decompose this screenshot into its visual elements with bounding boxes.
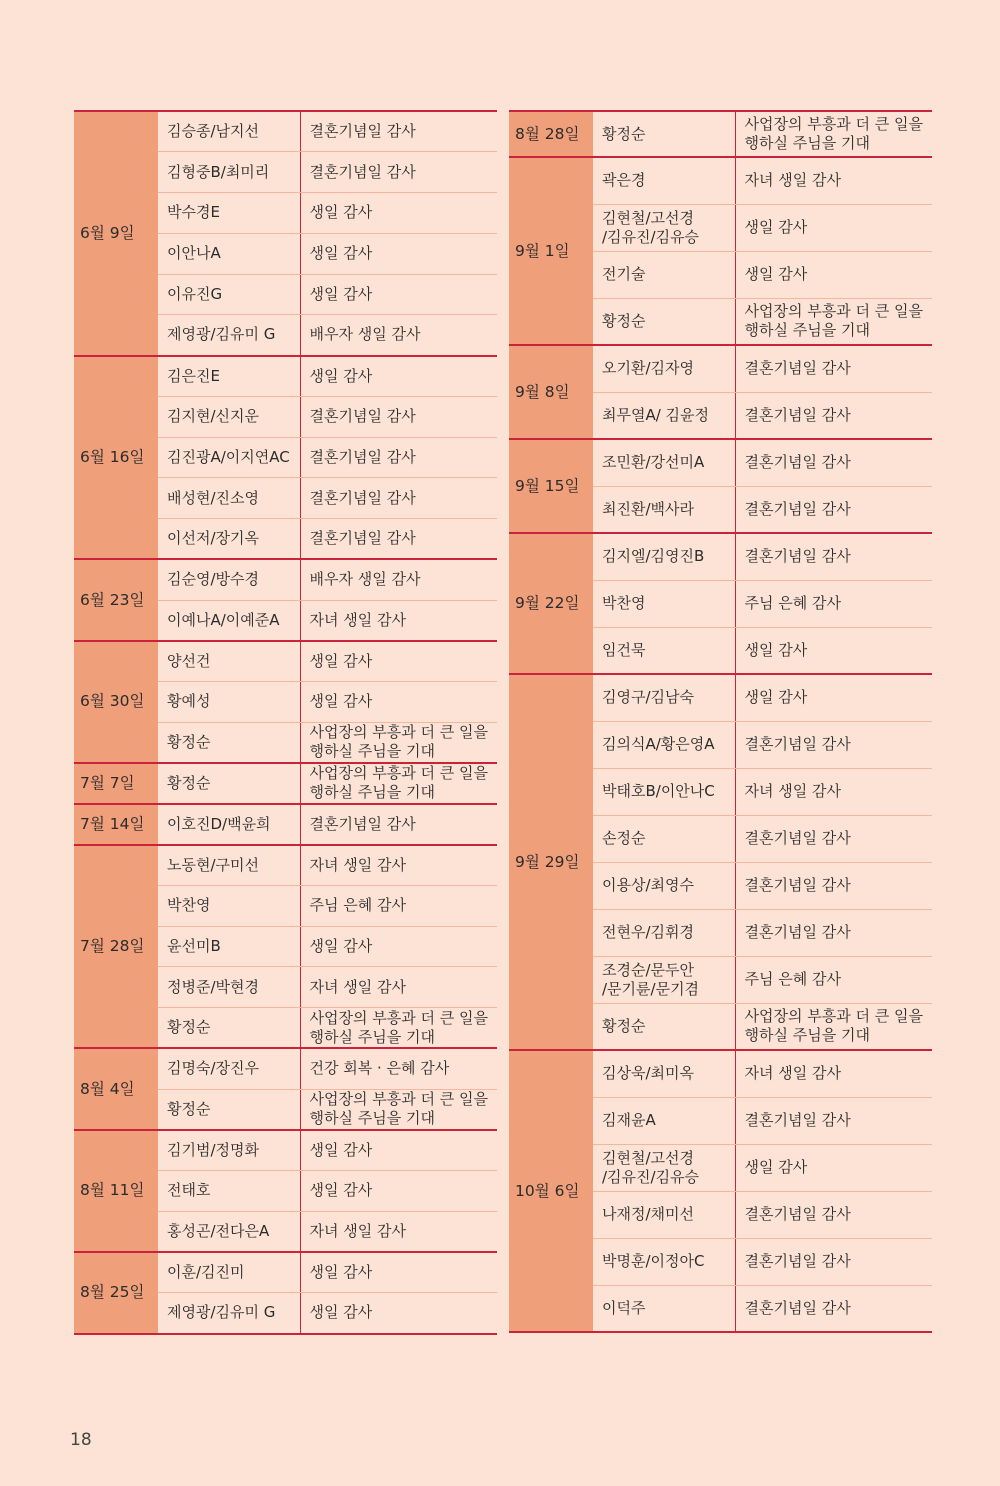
table-row <box>74 641 497 682</box>
right-table <box>509 110 932 1333</box>
name-cell <box>593 956 735 1003</box>
date-cell: 8월 4일 <box>74 1048 158 1130</box>
note-cell: 생일 감사 <box>300 1252 497 1293</box>
name-cell: 김상욱/최미옥 <box>593 1050 735 1097</box>
name-cell: 이호진D/백윤희 <box>158 804 300 845</box>
name-cell: 황정순 <box>158 1089 300 1130</box>
note-cell: 결혼기념일 감사 <box>735 862 932 909</box>
table-row <box>509 345 932 392</box>
note-cell: 주님 은혜 감사 <box>735 956 932 1003</box>
date-cell: 8월 28일 <box>509 111 593 157</box>
note-cell: 자녀 생일 감사 <box>300 1211 497 1252</box>
date-cell: 6월 9일 <box>74 111 158 356</box>
name-cell: 김명숙/장진우 <box>158 1048 300 1089</box>
note-cell: 결혼기념일 감사 <box>300 152 497 193</box>
note-cell: 생일 감사 <box>735 251 932 298</box>
note-cell: 자녀 생일 감사 <box>735 768 932 815</box>
note-cell: 생일 감사 <box>300 682 497 723</box>
name-cell: 배성현/진소영 <box>158 478 300 519</box>
text-line: 김현철/고선경 <box>602 208 694 227</box>
name-cell <box>593 204 735 251</box>
date-cell: 9월 1일 <box>509 157 593 345</box>
date-cell: 8월 11일 <box>74 1130 158 1252</box>
name-cell: 나재정/채미선 <box>593 1191 735 1238</box>
table-row <box>509 439 932 486</box>
name-cell: 손정순 <box>593 815 735 862</box>
table-row <box>74 845 497 886</box>
note-cell <box>300 763 497 804</box>
text-line: 사업장의 부흥과 더 큰 일을 <box>309 1008 488 1027</box>
name-cell: 전태호 <box>158 1171 300 1212</box>
name-cell: 김지현/신지운 <box>158 396 300 437</box>
date-cell: 6월 23일 <box>74 559 158 641</box>
note-cell: 생일 감사 <box>300 233 497 274</box>
text-line: 행하실 주님을 기대 <box>309 1109 435 1128</box>
note-cell: 생일 감사 <box>300 1130 497 1171</box>
name-cell: 전현우/김휘경 <box>593 909 735 956</box>
note-cell: 결혼기념일 감사 <box>735 1238 932 1285</box>
note-cell: 건강 회복 · 은혜 감사 <box>300 1048 497 1089</box>
name-cell: 황정순 <box>158 722 300 763</box>
name-cell: 이유진G <box>158 274 300 315</box>
text-line: /김유진/김유승 <box>602 227 700 246</box>
name-cell: 김지엘/김영진B <box>593 533 735 580</box>
left-table <box>74 110 497 1335</box>
note-cell: 결혼기념일 감사 <box>735 815 932 862</box>
note-cell: 생일 감사 <box>300 1171 497 1212</box>
note-cell: 결혼기념일 감사 <box>300 437 497 478</box>
name-cell: 김순영/방수경 <box>158 559 300 600</box>
date-cell: 7월 28일 <box>74 845 158 1049</box>
text-line: /김유진/김유승 <box>602 1167 700 1186</box>
name-cell: 황정순 <box>158 1008 300 1049</box>
name-cell: 박태호B/이안나C <box>593 768 735 815</box>
text-line: 행하실 주님을 기대 <box>309 1027 435 1046</box>
name-cell: 김형중B/최미리 <box>158 152 300 193</box>
note-cell: 결혼기념일 감사 <box>735 721 932 768</box>
name-cell: 김기범/정명화 <box>158 1130 300 1171</box>
text-line: 사업장의 부흥과 더 큰 일을 <box>744 302 923 321</box>
text-line: 행하실 주님을 기대 <box>309 783 435 802</box>
text-line: 행하실 주님을 기대 <box>309 742 435 761</box>
note-cell: 결혼기념일 감사 <box>735 392 932 439</box>
note-cell: 결혼기념일 감사 <box>735 1097 932 1144</box>
table-row <box>74 804 497 845</box>
note-cell: 자녀 생일 감사 <box>300 967 497 1008</box>
name-cell: 김의식A/황은영A <box>593 721 735 768</box>
table-row <box>509 533 932 580</box>
left-prayer-table <box>74 110 497 1335</box>
date-cell: 9월 22일 <box>509 533 593 674</box>
note-cell: 결혼기념일 감사 <box>735 486 932 533</box>
note-cell: 생일 감사 <box>300 193 497 234</box>
note-cell: 결혼기념일 감사 <box>735 439 932 486</box>
date-cell: 9월 15일 <box>509 439 593 533</box>
note-cell: 자녀 생일 감사 <box>300 600 497 641</box>
table-row <box>509 674 932 721</box>
note-cell <box>300 1089 497 1130</box>
note-cell: 생일 감사 <box>300 641 497 682</box>
text-line: 사업장의 부흥과 더 큰 일을 <box>309 1090 488 1109</box>
text-line: /문기륜/문기겸 <box>602 979 700 998</box>
text-line: 사업장의 부흥과 더 큰 일을 <box>744 1007 923 1026</box>
note-cell: 배우자 생일 감사 <box>300 315 497 356</box>
note-cell <box>735 1003 932 1050</box>
name-cell: 박찬영 <box>158 885 300 926</box>
date-cell: 7월 14일 <box>74 804 158 845</box>
note-cell: 결혼기념일 감사 <box>735 533 932 580</box>
name-cell: 이훈/김진미 <box>158 1252 300 1293</box>
name-cell <box>593 1144 735 1191</box>
name-cell: 이안나A <box>158 233 300 274</box>
name-cell: 오기환/김자영 <box>593 345 735 392</box>
text-line: 행하실 주님을 기대 <box>744 321 870 340</box>
note-cell <box>735 111 932 157</box>
table-row <box>509 1050 932 1097</box>
name-cell: 황정순 <box>593 298 735 345</box>
name-cell: 박명훈/이정아C <box>593 1238 735 1285</box>
name-cell: 제영광/김유미 G <box>158 315 300 356</box>
text-line: 사업장의 부흥과 더 큰 일을 <box>744 115 923 133</box>
note-cell: 주님 은혜 감사 <box>735 580 932 627</box>
date-cell: 6월 16일 <box>74 356 158 560</box>
name-cell: 이선저/장기옥 <box>158 519 300 560</box>
note-cell: 결혼기념일 감사 <box>735 1191 932 1238</box>
name-cell: 김재윤A <box>593 1097 735 1144</box>
note-cell: 자녀 생일 감사 <box>300 845 497 886</box>
note-cell <box>300 1008 497 1049</box>
name-cell: 최무열A/ 김윤정 <box>593 392 735 439</box>
name-cell: 김승종/남지선 <box>158 111 300 152</box>
table-row <box>74 111 497 152</box>
note-cell: 결혼기념일 감사 <box>735 345 932 392</box>
name-cell: 전기술 <box>593 251 735 298</box>
table-row <box>74 356 497 397</box>
name-cell: 황예성 <box>158 682 300 723</box>
name-cell: 이용상/최영수 <box>593 862 735 909</box>
note-cell: 생일 감사 <box>300 926 497 967</box>
note-cell: 결혼기념일 감사 <box>300 111 497 152</box>
name-cell: 임건묵 <box>593 627 735 674</box>
name-cell: 김은진E <box>158 356 300 397</box>
name-cell: 박수경E <box>158 193 300 234</box>
note-cell: 주님 은혜 감사 <box>300 885 497 926</box>
name-cell: 양선건 <box>158 641 300 682</box>
note-cell: 생일 감사 <box>735 674 932 721</box>
table-row <box>74 1252 497 1293</box>
name-cell: 곽은경 <box>593 157 735 204</box>
text-line: 사업장의 부흥과 더 큰 일을 <box>309 723 488 742</box>
note-cell: 생일 감사 <box>300 274 497 315</box>
note-cell: 생일 감사 <box>735 1144 932 1191</box>
name-cell: 김진광A/이지연AC <box>158 437 300 478</box>
name-cell: 김영구/김남숙 <box>593 674 735 721</box>
note-cell: 생일 감사 <box>735 627 932 674</box>
note-cell: 자녀 생일 감사 <box>735 1050 932 1097</box>
date-cell: 6월 30일 <box>74 641 158 763</box>
note-cell: 결혼기념일 감사 <box>300 519 497 560</box>
date-cell: 10월 6일 <box>509 1050 593 1332</box>
date-cell: 9월 29일 <box>509 674 593 1050</box>
table-row <box>74 1048 497 1089</box>
name-cell: 윤선미B <box>158 926 300 967</box>
name-cell: 이덕주 <box>593 1285 735 1332</box>
name-cell: 황정순 <box>158 763 300 804</box>
note-cell: 생일 감사 <box>735 204 932 251</box>
text-line: 행하실 주님을 기대 <box>744 134 870 152</box>
date-cell: 9월 8일 <box>509 345 593 439</box>
table-row <box>74 1130 497 1171</box>
name-cell: 조민환/강선미A <box>593 439 735 486</box>
right-prayer-table <box>509 110 932 1333</box>
name-cell: 박찬영 <box>593 580 735 627</box>
note-cell: 결혼기념일 감사 <box>735 909 932 956</box>
note-cell: 결혼기념일 감사 <box>735 1285 932 1332</box>
note-cell: 자녀 생일 감사 <box>735 157 932 204</box>
name-cell: 정병준/박현경 <box>158 967 300 1008</box>
text-line: 사업장의 부흥과 더 큰 일을 <box>309 764 488 783</box>
name-cell: 노동현/구미선 <box>158 845 300 886</box>
table-row <box>509 111 932 157</box>
note-cell: 결혼기념일 감사 <box>300 804 497 845</box>
table-row <box>74 559 497 600</box>
text-line: 행하실 주님을 기대 <box>744 1026 870 1045</box>
note-cell: 생일 감사 <box>300 356 497 397</box>
page-number: 18 <box>70 1430 92 1450</box>
name-cell: 홍성곤/전다은A <box>158 1211 300 1252</box>
text-line: 김현철/고선경 <box>602 1148 694 1167</box>
name-cell: 황정순 <box>593 111 735 157</box>
note-cell: 생일 감사 <box>300 1293 497 1334</box>
note-cell: 결혼기념일 감사 <box>300 396 497 437</box>
note-cell <box>735 298 932 345</box>
date-cell: 8월 25일 <box>74 1252 158 1334</box>
name-cell: 최진환/백사라 <box>593 486 735 533</box>
name-cell: 제영광/김유미 G <box>158 1293 300 1334</box>
note-cell: 결혼기념일 감사 <box>300 478 497 519</box>
note-cell <box>300 722 497 763</box>
name-cell: 황정순 <box>593 1003 735 1050</box>
note-cell: 배우자 생일 감사 <box>300 559 497 600</box>
text-line: 조경순/문두안 <box>602 960 694 979</box>
table-row <box>509 157 932 204</box>
table-row <box>74 763 497 804</box>
date-cell: 7월 7일 <box>74 763 158 804</box>
name-cell: 이예나A/이예준A <box>158 600 300 641</box>
